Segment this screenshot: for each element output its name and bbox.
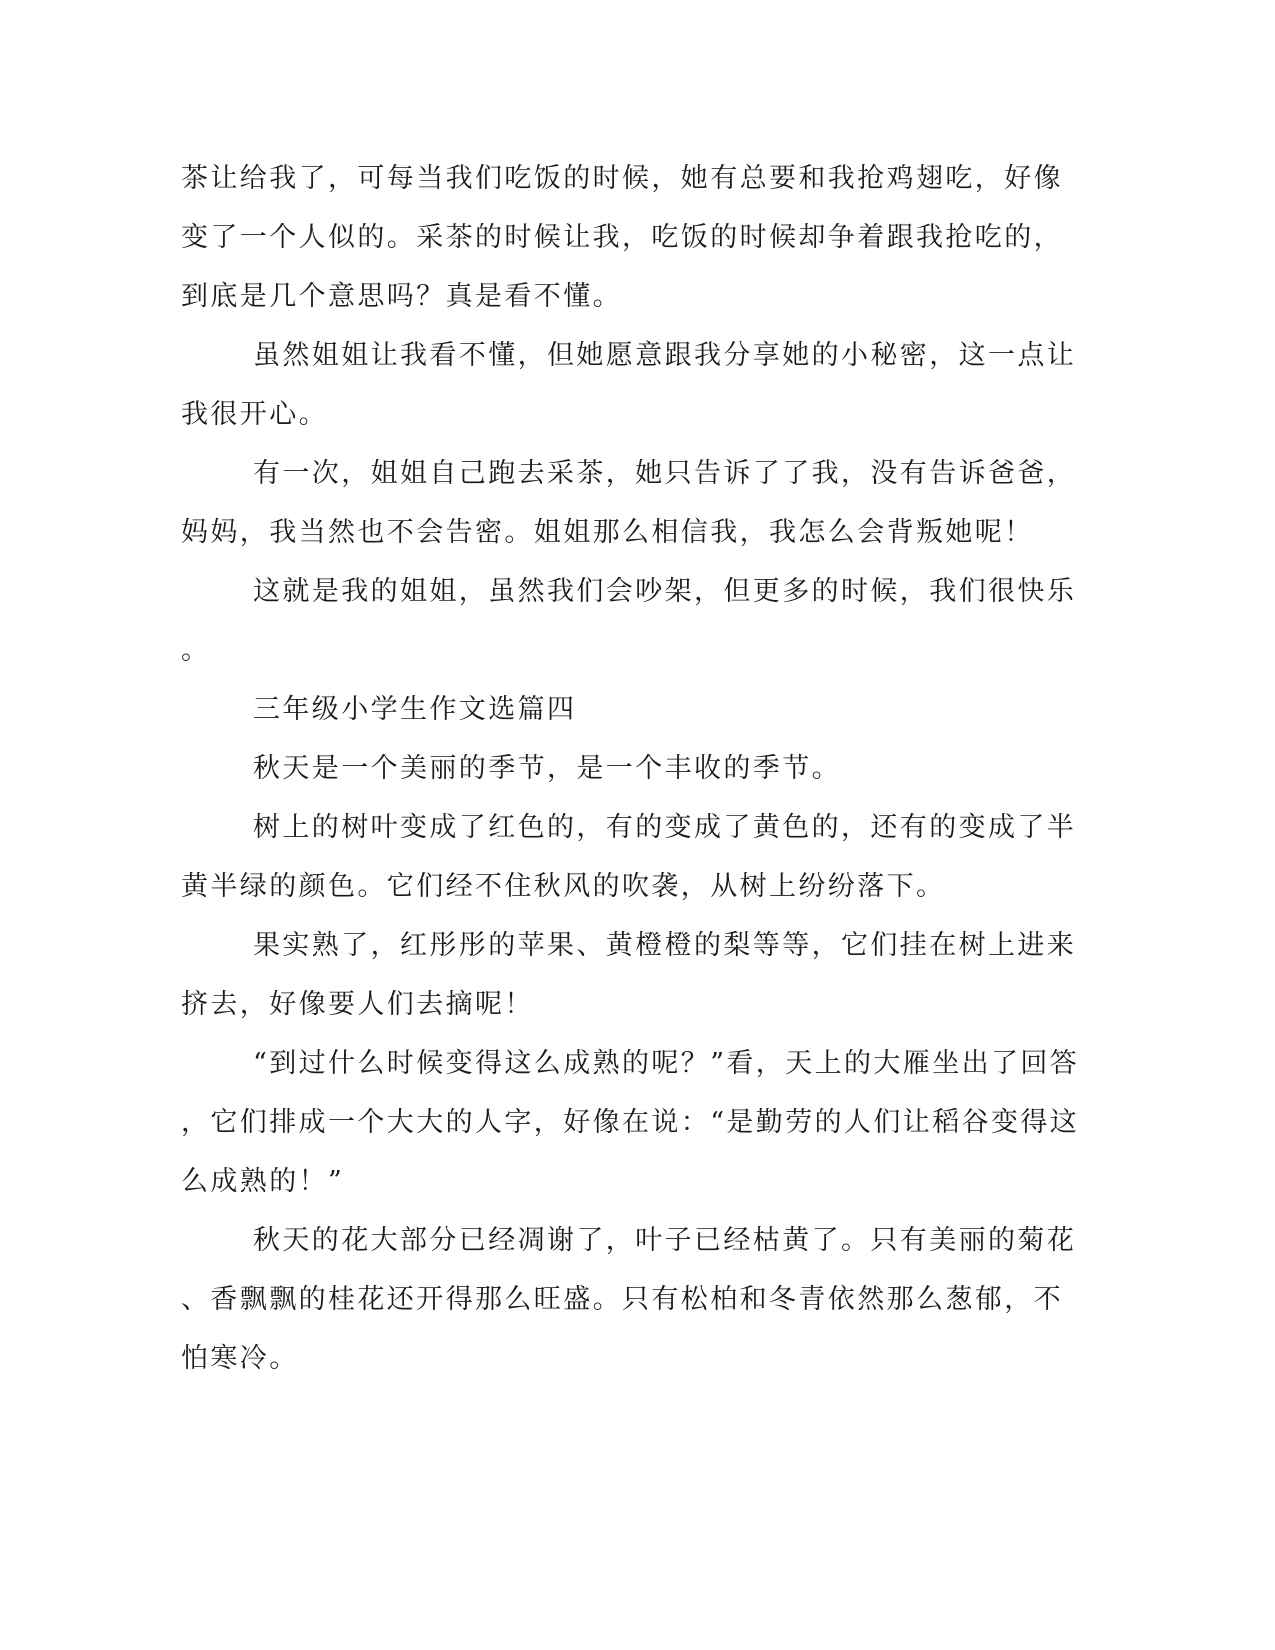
text-line-9: 。 [181,635,211,666]
text-line-3: 到底是几个意思吗？真是看不懂。 [181,281,622,312]
text-line-17: ，它们排成一个大大的人字，好像在说：“是勤劳的人们让稻谷变得这 [181,1107,1080,1138]
text-line-7: 妈妈，我当然也不会告密。姐姐那么相信我，我怎么会背叛她呢！ [181,517,1034,548]
text-line-4: 虽然姐姐让我看不懂，但她愿意跟我分享她的小秘密，这一点让 [253,340,1077,371]
text-line-13: 黄半绿的颜色。它们经不住秋风的吹袭，从树上纷纷落下。 [181,871,946,902]
text-line-15: 挤去，好像要人们去摘呢！ [181,989,534,1020]
text-line-14: 果实熟了，红彤彤的苹果、黄橙橙的梨等等，它们挂在树上进来 [253,930,1077,961]
text-line-1: 茶让给我了，可每当我们吃饭的时候，她有总要和我抢鸡翅吃，好像 [181,163,1063,194]
text-line-8: 这就是我的姐姐，虽然我们会吵架，但更多的时候，我们很快乐 [253,576,1077,607]
text-line-21: 怕寒冷。 [181,1343,299,1374]
text-line-5: 我很开心。 [181,399,328,430]
section-heading: 三年级小学生作文选篇四 [253,694,577,725]
text-line-12: 树上的树叶变成了红色的，有的变成了黄色的，还有的变成了半 [253,812,1077,843]
text-line-18: 么成熟的！” [181,1166,345,1197]
text-line-20: 、香飘飘的桂花还开得那么旺盛。只有松柏和冬青依然那么葱郁，不 [181,1284,1063,1315]
text-line-19: 秋天的花大部分已经凋谢了，叶子已经枯黄了。只有美丽的菊花 [253,1225,1077,1256]
text-line-11: 秋天是一个美丽的季节，是一个丰收的季节。 [253,753,841,784]
text-line-6: 有一次，姐姐自己跑去采茶，她只告诉了了我，没有告诉爸爸， [253,458,1077,489]
text-line-16: “到过什么时候变得这么成熟的呢？”看，天上的大雁坐出了回答 [253,1048,1080,1079]
text-line-2: 变了一个人似的。采茶的时候让我，吃饭的时候却争着跟我抢吃的， [181,222,1063,253]
